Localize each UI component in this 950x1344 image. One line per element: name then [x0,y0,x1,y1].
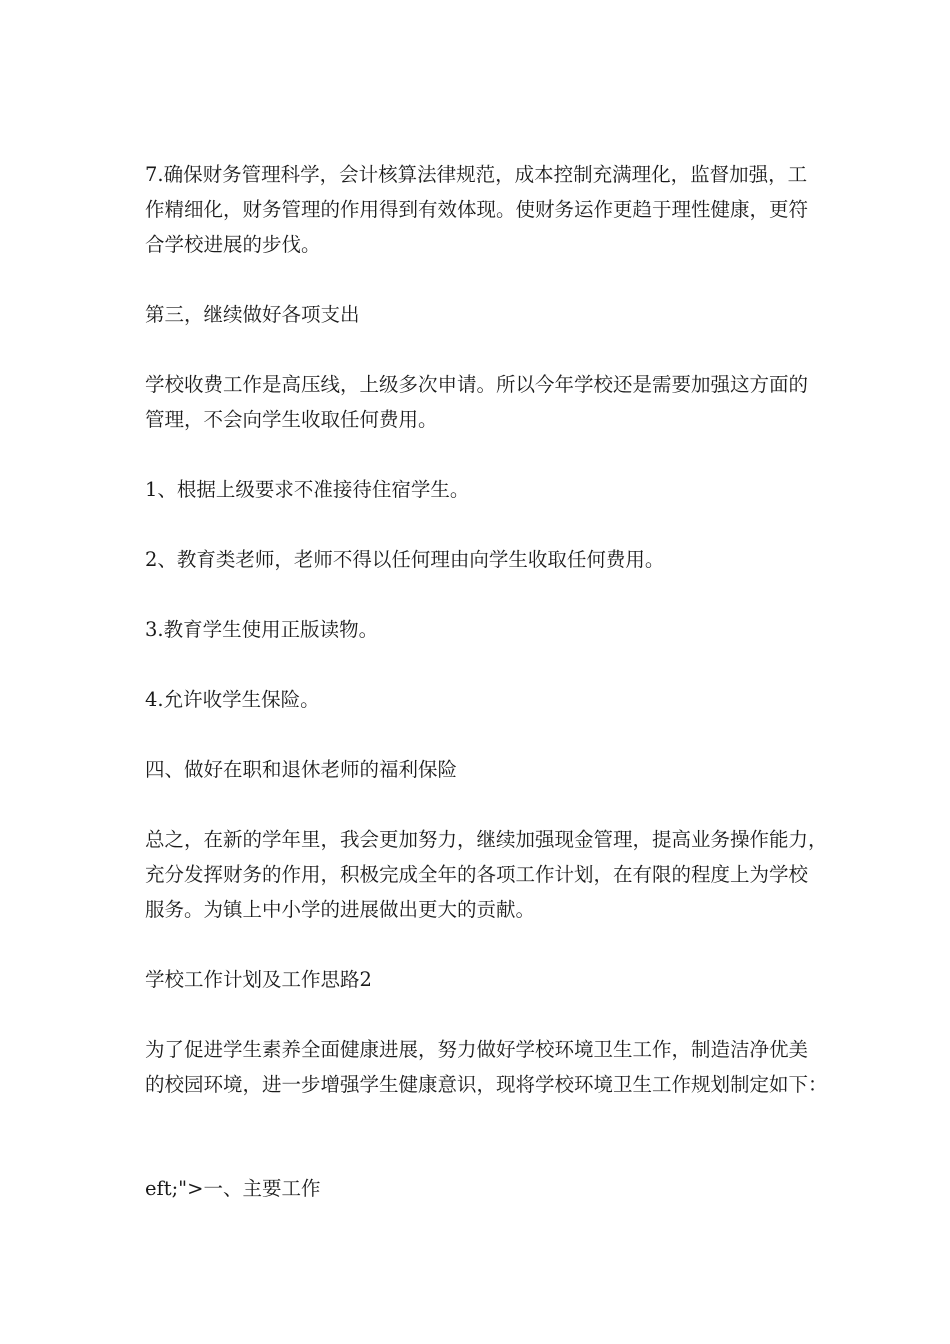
text-line: 3.教育学生使用正版读物。 [145,618,379,641]
list-item-4 [145,682,810,717]
section-heading-main-work [145,1171,810,1206]
paragraph-financial-management [145,157,810,262]
text-line: 第三，继续做好各项支出 [145,303,360,326]
paragraph-conclusion [145,822,828,927]
text-line: 四、做好在职和退休老师的福利保险 [145,758,458,781]
text-line: 的校园环境，进一步增强学生健康意识，现将学校环境卫生工作规划制定如下： [145,1073,828,1096]
text-line: eft;">一、主要工作 [145,1177,321,1200]
text-line: 学校收费工作是高压线，上级多次申请。所以今年学校还是需要加强这方面的 [145,373,809,396]
text-line: 4.允许收学生保险。 [145,688,320,711]
list-item-2 [145,542,810,577]
text-line: 为了促进学生素养全面健康进展，努力做好学校环境卫生工作，制造洁净优美 [145,1038,809,1061]
section-heading-welfare [145,752,810,787]
text-line: 1、根据上级要求不准接待住宿学生。 [145,478,470,501]
paragraph-hygiene-intro [145,1032,828,1102]
text-line: 7.确保财务管理科学，会计核算法律规范，成本控制充满理化，监督加强，工 [145,163,808,186]
text-line: 合学校进展的步伐。 [145,233,321,256]
text-line: 服务。为镇上中小学的进展做出更大的贡献。 [145,898,536,921]
document-subtitle [145,962,810,997]
text-line: 学校工作计划及工作思路2 [145,968,372,991]
text-line: 管理，不会向学生收取任何费用。 [145,408,438,431]
paragraph-school-fees [145,367,810,437]
text-line: 充分发挥财务的作用，积极完成全年的各项工作计划，在有限的程度上为学校 [145,863,809,886]
text-line: 2、教育类老师，老师不得以任何理由向学生收取任何费用。 [145,548,665,571]
list-item-1 [145,472,810,507]
text-line: 总之，在新的学年里，我会更加努力，继续加强现金管理，提高业务操作能力， [145,828,828,851]
section-heading-expenditure [145,297,810,332]
document-body [145,157,828,1206]
list-item-3 [145,612,810,647]
text-line: 作精细化，财务管理的作用得到有效体现。使财务运作更趋于理性健康，更符 [145,198,809,221]
